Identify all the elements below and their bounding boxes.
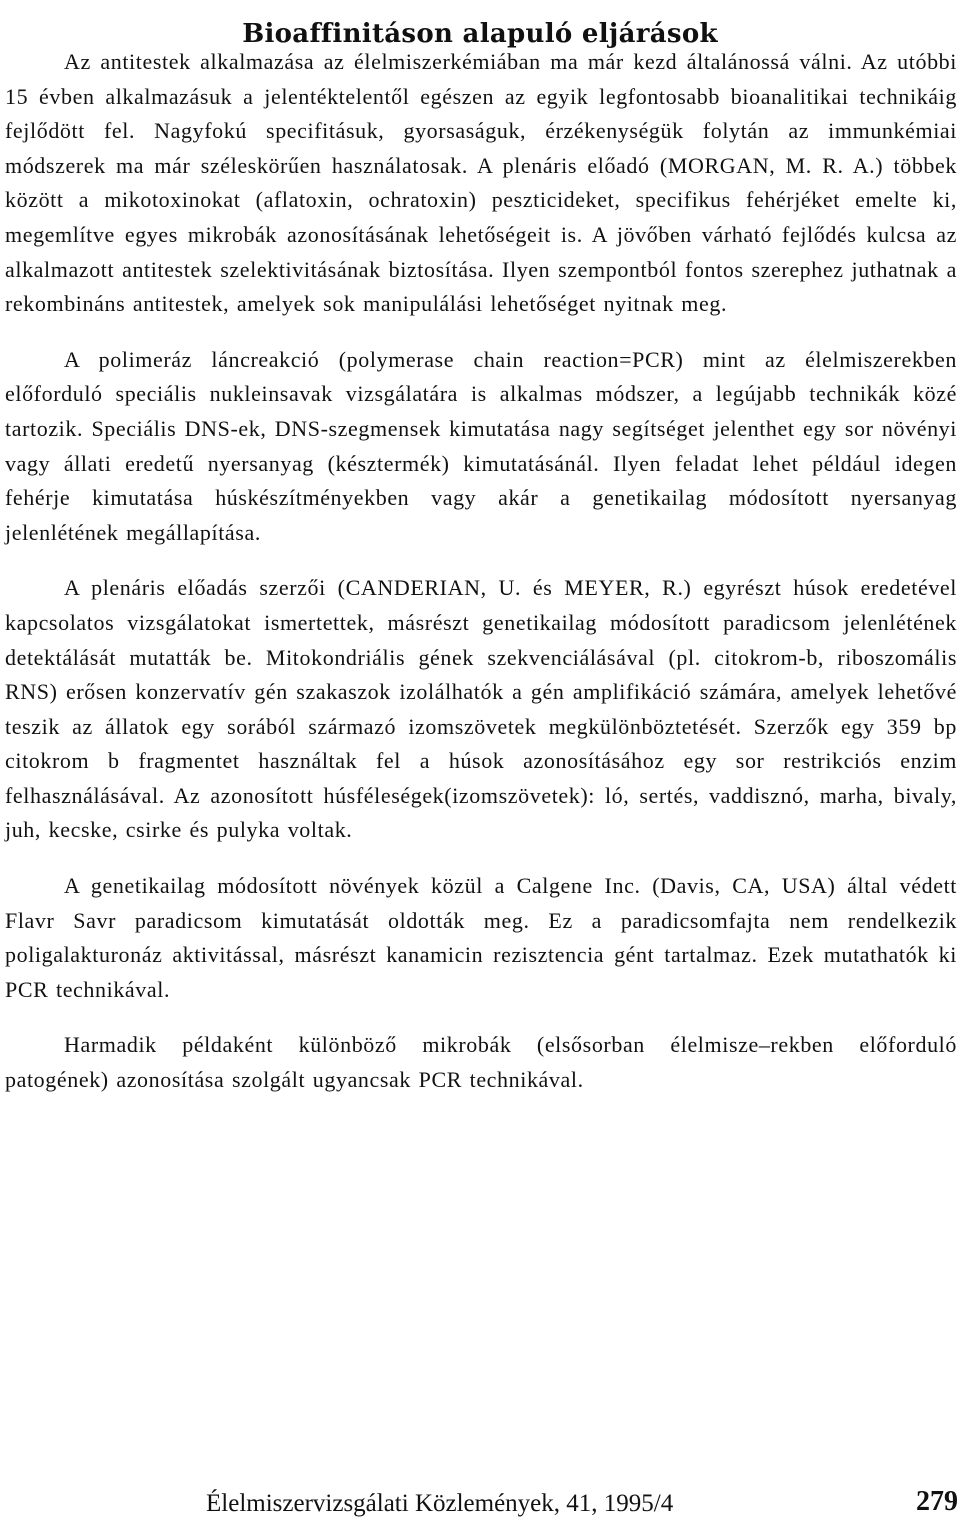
journal-citation: Élelmiszervizsgálati Közlemények, 41, 1995/4: [206, 1490, 674, 1517]
page-title: Bioaffinitáson alapuló eljárások: [242, 19, 718, 50]
article-body: [5, 45, 957, 1119]
paragraph-plenary-authors: A plenáris előadás szerzői (CANDERIAN, U. és MEYER, R.) egyrészt húsok eredetével kapcsolatos vizsgálatokat ismertettek, másrészt genetikailag módosított paradicsom jelenlétének detektálását mutatták be. Mitokondriális gének szekvenciálásával (pl. citokrom-b, riboszomális RNS) erősen konzervatív gén szakaszok izolálhatók a gén amplifikáció számára, amelyek lehetővé teszik az állatok egy sorából származó izomszövetek megkülönböztetését. Szerzők egy 359 bp citokrom b fragmentet használtak fel a húsok azonosításához egy sor restrikciós enzim felhasználásával. Az azonosított húsféleségek(izomszövetek): ló, sertés, vaddisznó, marha, bivaly, juh, kecske, csirke és pulyka voltak.: [5, 575, 957, 843]
paragraph-gm-plants: A genetikailag módosított növények közül a Calgene Inc. (Davis, CA, USA) által védett Flavr Savr paradicsom kimutatását oldották meg. Ez a paradicsomfajta nem rendelkezik poligalakturonáz aktivitással, másrészt kanamicin rezisztencia gént tartalmaz. Ezek mutathatók ki PCR technikával.: [5, 873, 957, 1002]
page-number: 279: [916, 1486, 958, 1517]
paragraph-microbes: Harmadik példaként különböző mikrobák (elsősorban élelmisze–rekben előforduló patogének) azonosítása szolgált ugyancsak PCR technikával.: [5, 1032, 957, 1093]
page-footer: [0, 1487, 960, 1521]
paragraph-pcr: A polimeráz láncreakció (polymerase chain reaction=PCR) mint az élelmiszerekben előforduló speciális nukleinsavak vizsgálatára is alkalmas módszer, a legújabb technikák közé tartozik. Speciális DNS-ek, DNS-szegmensek kimutatása nagy segítséget jelenthet egy sor növényi vagy állati eredetű nyersanyag (késztermék) kimutatásánál. Ilyen feladat lehet például idegen fehérje kimutatása húskészítményekben vagy akár a genetikailag módosított nyersanyag jelenlétének megállapítása.: [5, 346, 957, 545]
paragraph-antibodies: Az antitestek alkalmazása az élelmiszerkémiában ma már kezd általánossá válni. Az utóbbi 15 évben alkalmazásuk a jelentéktelentől egészen az egyik legfontosabb bioanalitikai technikáig fejlődött fel. Nagyfokú specifitásuk, gyorsaságuk, érzékenységük folytán az immunkémiai módszerek ma már széleskörűen használatosak. A plenáris előadó (MORGAN, M. R. A.) többek között a mikotoxinokat (aflatoxin, ochratoxin) peszticideket, specifikus fehérjéket emelte ki, megemlítve egyes mikrobák azonosításának lehetőségeit is. A jövőben várható fejlődés kulcsa az alkalmazott antitestek szelektivitásának biztosítása. Ilyen szempontból fontos szerephez juthatnak a rekombináns antitestek, amelyek sok manipulálási lehetőséget nyitnak meg.: [5, 49, 957, 317]
